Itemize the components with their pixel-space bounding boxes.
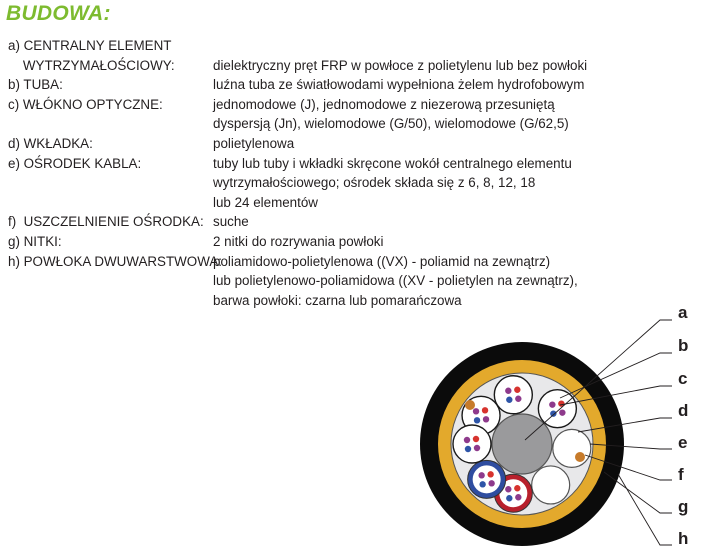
optical-fiber <box>506 495 512 501</box>
tube-ring <box>453 376 591 512</box>
leader-line-b <box>560 353 672 398</box>
spec-description: 2 nitki do rozrywania powłoki <box>213 233 384 249</box>
tube-inner <box>499 479 527 507</box>
optical-fiber <box>473 436 479 442</box>
tube-inner <box>473 465 501 493</box>
spec-description: suche <box>213 214 249 230</box>
spec-row <box>8 291 668 311</box>
spec-description: jednomodowe (J), jednomodowe z niezerową przesuniętą <box>213 96 555 112</box>
diagram-label-d: d <box>678 401 689 420</box>
spec-row <box>8 193 668 213</box>
tube-wall <box>538 390 576 428</box>
tube-jacket <box>468 460 506 498</box>
leader-line-g <box>604 472 672 513</box>
spec-row <box>8 271 668 291</box>
optical-fiber <box>473 408 479 414</box>
spec-row <box>8 252 668 272</box>
spec-term: e) OŚRODEK KABLA: <box>8 155 142 171</box>
spec-row <box>8 36 668 56</box>
optical-fiber <box>465 446 471 452</box>
loose-tube <box>538 390 576 428</box>
spec-description: polietylenowa <box>213 135 295 151</box>
inner-sheath-layer <box>438 360 606 528</box>
spec-row <box>8 232 668 252</box>
leader-lines <box>525 320 672 545</box>
tube-wall <box>494 376 532 414</box>
spec-term: f) USZCZELNIENIE OŚRODKA: <box>8 214 204 230</box>
leader-line-h <box>618 474 672 545</box>
filler-element <box>553 429 591 467</box>
section-title: BUDOWA: <box>6 2 111 25</box>
spec-term: h) POWŁOKA DWUWARSTWOWA: <box>8 253 223 269</box>
filler-body <box>553 429 591 467</box>
optical-fiber <box>559 409 565 415</box>
spec-term: d) WKŁADKA: <box>8 135 93 151</box>
spec-row <box>8 154 668 174</box>
cable-core <box>451 373 593 515</box>
optical-fiber <box>505 388 511 394</box>
diagram-label-e: e <box>678 433 688 452</box>
diagram-labels <box>678 303 688 548</box>
tube-jacket <box>494 474 532 512</box>
leader-line-c <box>560 386 672 405</box>
filler-element <box>532 466 570 504</box>
optical-fiber <box>506 397 512 403</box>
diagram-label-b: b <box>678 336 689 355</box>
spec-term: g) NITKI: <box>8 233 62 249</box>
spec-row <box>8 95 668 115</box>
diagram-label-h: h <box>678 529 689 548</box>
ripcord <box>465 400 475 410</box>
spec-term: a) CENTRALNY ELEMENT <box>8 38 172 53</box>
spec-description: barwa powłoki: czarna lub pomarańczowa <box>213 292 462 308</box>
optical-fiber <box>515 396 521 402</box>
optical-fiber <box>487 471 493 477</box>
spec-description: poliamidowo-polietylenowa ((VX) - poliamid na zewnątrz) <box>213 253 551 269</box>
optical-fiber <box>488 480 494 486</box>
outer-sheath <box>420 342 624 546</box>
tube-wall <box>453 425 491 463</box>
spec-row <box>8 114 668 134</box>
optical-fiber <box>479 481 485 487</box>
spec-term: b) TUBA: <box>8 77 63 93</box>
diagram-label-c: c <box>678 369 688 388</box>
leader-line-f <box>585 455 672 480</box>
optical-fiber <box>505 486 511 492</box>
optical-fiber <box>550 410 556 416</box>
optical-fiber <box>483 416 489 422</box>
spec-description: lub polietylenowo-poliamidowa ((XV - polietylen na zewnątrz), <box>213 273 578 289</box>
loose-tube <box>494 376 532 414</box>
optical-fiber <box>515 494 521 500</box>
spec-description: dyspersją (Jn), wielomodowe (G/50), wielomodowe (G/62,5) <box>213 116 569 132</box>
optical-fiber <box>464 437 470 443</box>
spec-description: luźna tuba ze światłowodami wypełniona żelem hydrofobowym <box>213 77 585 93</box>
optical-fiber <box>514 387 520 393</box>
leader-line-e <box>590 444 672 449</box>
spec-row <box>8 212 668 232</box>
spec-term <box>8 271 213 291</box>
loose-tube <box>462 396 500 434</box>
diagram-label-g: g <box>678 497 689 516</box>
leader-line-a <box>525 320 672 440</box>
spec-term <box>8 291 213 311</box>
spec-description: lub 24 elementów <box>213 194 318 210</box>
optical-fiber <box>478 472 484 478</box>
ripcord <box>575 452 585 462</box>
optical-fiber <box>474 417 480 423</box>
optical-fiber <box>558 400 564 406</box>
spec-term: c) WŁÓKNO OPTYCZNE: <box>8 96 163 112</box>
spec-term: WYTRZYMAŁOŚCIOWY: <box>8 57 175 73</box>
tube-wall <box>462 396 500 434</box>
diagram-label-a: a <box>678 303 688 322</box>
spec-row <box>8 134 668 154</box>
spec-description <box>213 36 668 56</box>
optical-fiber <box>474 445 480 451</box>
spec-term <box>8 173 213 193</box>
spec-row <box>8 56 668 76</box>
loose-tube <box>453 425 491 463</box>
optical-fiber <box>514 485 520 491</box>
loose-tube <box>468 460 506 498</box>
optical-fiber <box>549 401 555 407</box>
leader-line-d <box>578 418 672 432</box>
diagram-label-f: f <box>678 465 684 484</box>
filler-body <box>532 466 570 504</box>
specification-list <box>8 36 668 310</box>
spec-description: wytrzymałościowego; ośrodek składa się z 6, 8, 12, 18 <box>213 175 536 191</box>
loose-tube <box>494 474 532 512</box>
spec-row <box>8 75 668 95</box>
spec-row <box>8 173 668 193</box>
spec-description: tuby lub tuby i wkładki skręcone wokół centralnego elementu <box>213 155 572 171</box>
central-strength-member <box>492 414 552 474</box>
spec-description: dielektryczny pręt FRP w powłoce z polietylenu lub bez powłoki <box>213 57 588 73</box>
optical-fiber <box>482 407 488 413</box>
spec-term <box>8 193 213 213</box>
spec-term <box>8 114 213 134</box>
